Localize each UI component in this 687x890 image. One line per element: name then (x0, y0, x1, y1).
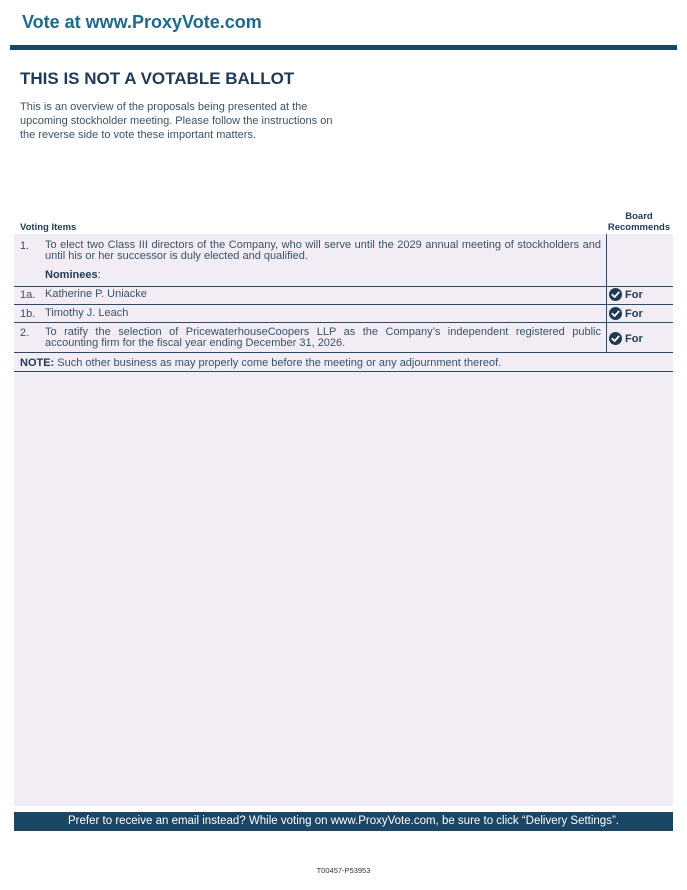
note-body: Such other business as may properly come before the meeting or any adjournment thereof. (54, 357, 502, 369)
recommendation-label: For (625, 332, 643, 345)
row-divider (14, 371, 673, 372)
board-recommendation (609, 288, 643, 301)
column-divider (606, 234, 607, 352)
check-circle-icon (609, 288, 622, 301)
board-header-line1: Board (625, 211, 653, 222)
check-circle-icon (609, 332, 622, 345)
voting-panel (14, 234, 673, 806)
document-code: T00457-P53953 (316, 866, 371, 875)
header-title: Vote at www.ProxyVote.com (22, 12, 262, 32)
item-number: 1a. (20, 289, 36, 301)
item-number: 1b. (20, 308, 36, 320)
nominees-label-text: Nominees (45, 269, 98, 281)
row-divider (14, 304, 673, 305)
note-label: NOTE: (20, 357, 55, 369)
page-title: THIS IS NOT A VOTABLE BALLOT (20, 69, 295, 88)
delivery-settings-banner: Prefer to receive an email instead? While voting on www.ProxyVote.com, be sure to click “Delivery Settings”. (14, 812, 673, 831)
recommendation-label: For (625, 307, 643, 320)
item-text: To elect two Class III directors of the Company, who will serve until the 2029 annual meeting of stockholders and until his or her successor is duly elected and qualified. (45, 239, 601, 262)
voting-items-header: Voting Items (20, 222, 77, 233)
item-text: To ratify the selection of PricewaterhouseCoopers LLP as the Company’s independent registered public accounting firm for the fiscal year ending December 31, 2026. (45, 326, 601, 349)
note-text (20, 357, 501, 369)
nominees-label-colon: : (97, 269, 101, 281)
row-divider (14, 352, 673, 353)
nominees-label (45, 269, 101, 281)
board-header-line2: Recommends (607, 222, 671, 233)
check-circle-icon (609, 307, 622, 320)
item-number: 2. (20, 327, 30, 339)
board-recommends-header (606, 211, 672, 233)
row-divider (14, 286, 673, 287)
intro-text: This is an overview of the proposals being presented at the upcoming stockholder meeting. Please follow the instructions on the reverse side to vote these important matters. (20, 101, 333, 141)
header-rule (10, 45, 677, 50)
nominee-name: Timothy J. Leach (45, 307, 129, 319)
item-number: 1. (20, 240, 30, 252)
nominee-name: Katherine P. Uniacke (45, 288, 147, 300)
recommendation-label: For (625, 288, 643, 301)
board-recommendation (609, 332, 643, 345)
board-recommendation (609, 307, 643, 320)
row-divider (14, 322, 673, 323)
